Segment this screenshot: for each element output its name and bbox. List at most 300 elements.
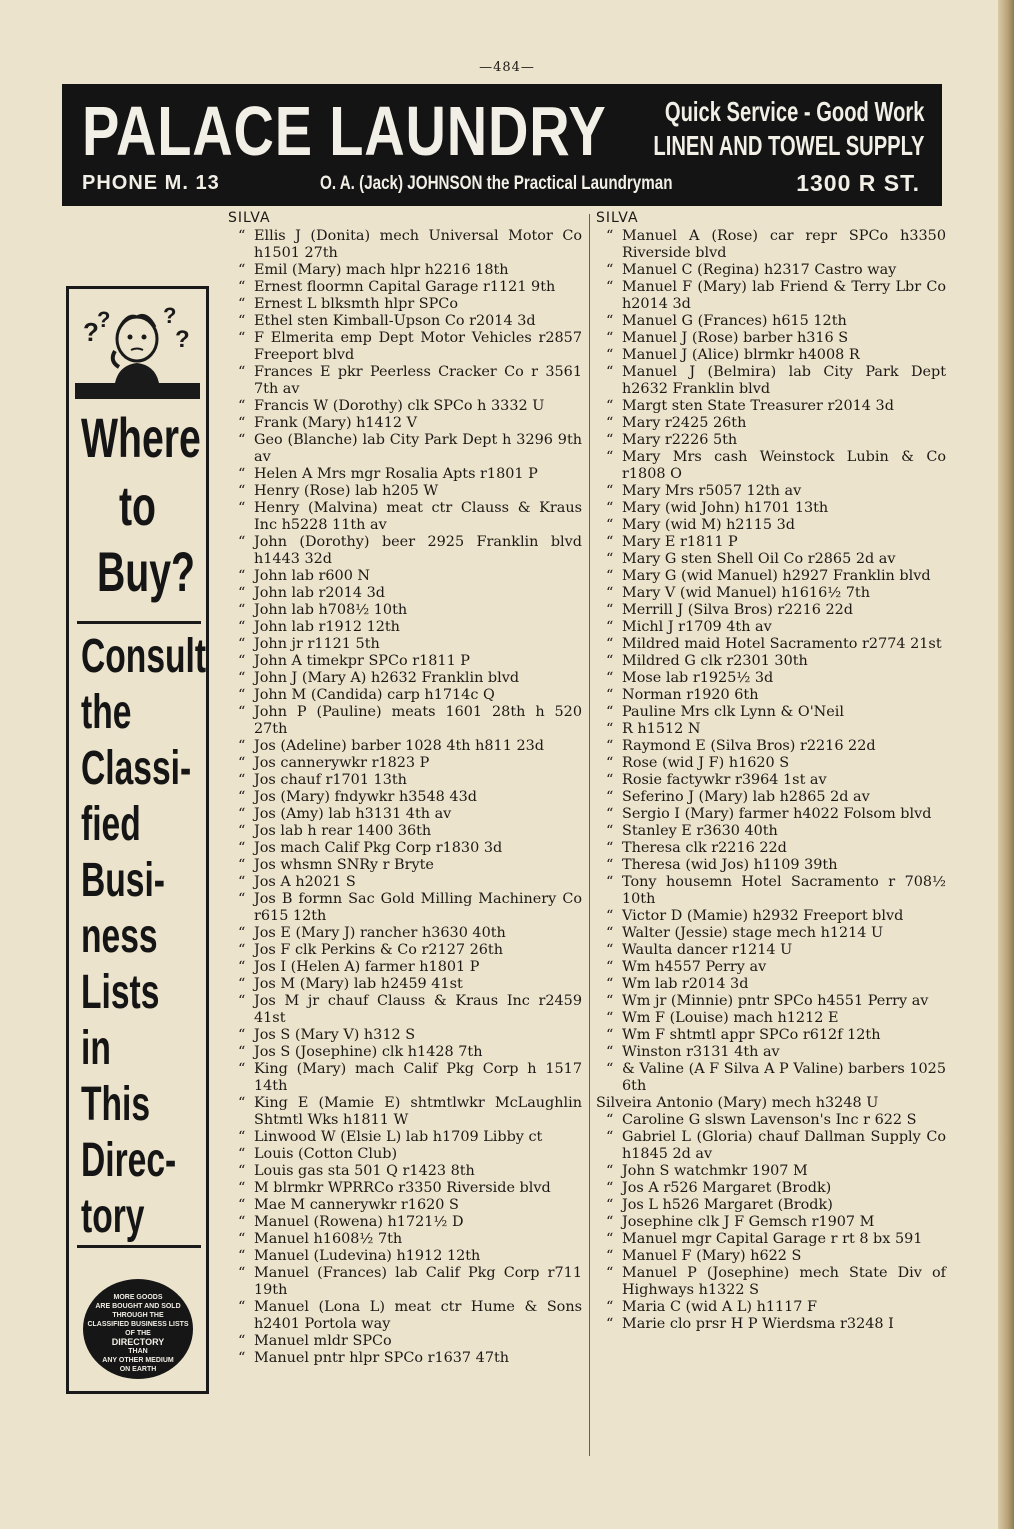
ditto-mark: “ bbox=[238, 1180, 246, 1196]
directory-entry bbox=[596, 1129, 946, 1163]
ad-divider bbox=[77, 621, 201, 624]
directory-entry bbox=[228, 891, 582, 925]
entry-text: Mary G sten Shell Oil Co r2865 2d av bbox=[622, 551, 896, 567]
entry-text: King E (Mamie E) shtmtlwkr McLaughlin Shtmtl Wks h1811 W bbox=[254, 1095, 582, 1128]
directory-entry bbox=[596, 1112, 946, 1129]
entry-text: Jos A h2021 S bbox=[254, 874, 356, 890]
directory-entry bbox=[596, 993, 946, 1010]
entry-text: Wm F (Louise) mach h1212 E bbox=[622, 1010, 839, 1026]
entry-text: Theresa (wid Jos) h1109 39th bbox=[622, 857, 838, 873]
directory-entry bbox=[596, 534, 946, 551]
seal-line: MORE GOODS bbox=[113, 1294, 163, 1301]
directory-entry bbox=[228, 687, 582, 704]
ditto-mark: “ bbox=[606, 1248, 614, 1264]
directory-entry bbox=[596, 874, 946, 908]
ditto-mark: “ bbox=[606, 279, 614, 295]
directory-entry bbox=[596, 1299, 946, 1316]
directory-entry bbox=[228, 1027, 582, 1044]
directory-entry bbox=[596, 398, 946, 415]
directory-entry bbox=[596, 755, 946, 772]
ditto-mark: “ bbox=[238, 1197, 246, 1213]
ditto-mark: “ bbox=[238, 1163, 246, 1179]
directory-entry bbox=[596, 653, 946, 670]
directory-entry bbox=[596, 1316, 946, 1333]
entry-text: Jos E (Mary J) rancher h3630 40th bbox=[254, 925, 506, 941]
directory-entry bbox=[228, 619, 582, 636]
directory-entry bbox=[596, 636, 946, 653]
directory-entry bbox=[596, 262, 946, 279]
entry-text: John lab h708½ 10th bbox=[254, 602, 408, 618]
ditto-mark: “ bbox=[238, 891, 246, 907]
entry-text: Mary V (wid Manuel) h1616½ 7th bbox=[622, 585, 870, 601]
entry-text: Wm lab r2014 3d bbox=[622, 976, 749, 992]
entry-text: Jos chauf r1701 13th bbox=[254, 772, 407, 788]
ad-word: This bbox=[81, 1078, 151, 1131]
directory-entry bbox=[596, 551, 946, 568]
entry-text: Manuel (Ludevina) h1912 12th bbox=[254, 1248, 481, 1264]
directory-entry bbox=[228, 1146, 582, 1163]
entry-text: Jos S (Mary V) h312 S bbox=[254, 1027, 416, 1043]
directory-entry bbox=[596, 1027, 946, 1044]
directory-entry bbox=[596, 585, 946, 602]
directory-entry bbox=[596, 1231, 946, 1248]
entry-text: Mildred maid Hotel Sacramento r2774 21st bbox=[622, 636, 942, 652]
entry-text: Mary r2425 26th bbox=[622, 415, 747, 431]
entry-text: Wm F shtmtl appr SPCo r612f 12th bbox=[622, 1027, 881, 1043]
directory-entry bbox=[596, 942, 946, 959]
page-number: —484— bbox=[479, 60, 535, 75]
entry-text: Victor D (Mamie) h2932 Freeport blvd bbox=[622, 908, 904, 924]
entry-text: Ethel sten Kimball-Upson Co r2014 3d bbox=[254, 313, 536, 329]
ditto-mark: “ bbox=[606, 653, 614, 669]
entry-text: Mildred G clk r2301 30th bbox=[622, 653, 808, 669]
entry-text: Manuel h1608½ 7th bbox=[254, 1231, 403, 1247]
directory-entry bbox=[228, 602, 582, 619]
directory-entry bbox=[228, 1163, 582, 1180]
entry-text: Manuel G (Frances) h615 12th bbox=[622, 313, 847, 329]
directory-entry bbox=[596, 228, 946, 262]
entry-text: Ernest L blksmth hlpr SPCo bbox=[254, 296, 458, 312]
entry-text: Mary Mrs cash Weinstock Lubin & Co r1808 O bbox=[622, 449, 946, 482]
ditto-mark: “ bbox=[606, 228, 614, 244]
entry-text: Mae M cannerywkr r1620 S bbox=[254, 1197, 459, 1213]
entry-text: John M (Candida) carp h1714c Q bbox=[254, 687, 495, 703]
ditto-mark: “ bbox=[606, 500, 614, 516]
entry-text: Waulta dancer r1214 U bbox=[622, 942, 793, 958]
ditto-mark: “ bbox=[238, 619, 246, 635]
ditto-mark: “ bbox=[606, 908, 614, 924]
ditto-mark: “ bbox=[238, 1231, 246, 1247]
directory-entry bbox=[596, 1265, 946, 1299]
entry-text: Manuel (Lona L) meat ctr Hume & Sons h2401 Portola way bbox=[254, 1299, 582, 1332]
directory-entry bbox=[228, 1333, 582, 1350]
ditto-mark: “ bbox=[238, 602, 246, 618]
ditto-mark: “ bbox=[238, 415, 246, 431]
entry-text: Jos L h526 Margaret (Brodk) bbox=[622, 1197, 833, 1213]
directory-entry bbox=[228, 704, 582, 738]
entry-text: Jos F clk Perkins & Co r2127 26th bbox=[254, 942, 503, 958]
ditto-mark: “ bbox=[238, 636, 246, 652]
ditto-mark: “ bbox=[606, 925, 614, 941]
entry-text: John P (Pauline) meats 1601 28th h 520 27th bbox=[254, 704, 582, 737]
entry-text: Caroline G slswn Lavenson's Inc r 622 S bbox=[622, 1112, 917, 1128]
directory-entry bbox=[596, 483, 946, 500]
ditto-mark: “ bbox=[606, 619, 614, 635]
directory-entry bbox=[228, 976, 582, 993]
entry-text: Margt sten State Treasurer r2014 3d bbox=[622, 398, 894, 414]
directory-entry bbox=[596, 738, 946, 755]
directory-entry bbox=[228, 840, 582, 857]
entry-text: Silveira Antonio (Mary) mech h3248 U bbox=[596, 1095, 879, 1111]
entry-text: John lab r1912 12th bbox=[254, 619, 400, 635]
entry-text: Jos lab h rear 1400 36th bbox=[254, 823, 432, 839]
ditto-mark: “ bbox=[606, 364, 614, 380]
ditto-mark: “ bbox=[606, 1180, 614, 1196]
ditto-mark: “ bbox=[606, 993, 614, 1009]
directory-entry bbox=[596, 789, 946, 806]
entry-text: King (Mary) mach Calif Pkg Corp h 1517 14th bbox=[254, 1061, 582, 1094]
ditto-mark: “ bbox=[238, 1146, 246, 1162]
ditto-mark: “ bbox=[606, 483, 614, 499]
ad-word: Consult bbox=[81, 630, 207, 683]
directory-entry bbox=[228, 959, 582, 976]
entry-text: Frank (Mary) h1412 V bbox=[254, 415, 417, 431]
ditto-mark: “ bbox=[606, 1316, 614, 1332]
directory-entry bbox=[228, 534, 582, 568]
entry-text: Mary (wid John) h1701 13th bbox=[622, 500, 829, 516]
ditto-mark: “ bbox=[606, 1027, 614, 1043]
directory-entry bbox=[596, 1197, 946, 1214]
entry-text: Jos (Mary) fndywkr h3548 43d bbox=[254, 789, 477, 805]
directory-seal bbox=[83, 1279, 193, 1379]
entry-text: Ernest floormn Capital Garage r1121 9th bbox=[254, 279, 556, 295]
directory-entry bbox=[228, 857, 582, 874]
directory-entry bbox=[228, 568, 582, 585]
ditto-mark: “ bbox=[238, 568, 246, 584]
ditto-mark: “ bbox=[238, 976, 246, 992]
ad-word: tory bbox=[81, 1190, 145, 1243]
ditto-mark: “ bbox=[606, 1010, 614, 1026]
ditto-mark: “ bbox=[606, 534, 614, 550]
directory-entry bbox=[228, 755, 582, 772]
entry-text: Michl J r1709 4th av bbox=[622, 619, 772, 635]
directory-entry bbox=[228, 636, 582, 653]
ditto-mark: “ bbox=[238, 585, 246, 601]
entry-text: John J (Mary A) h2632 Franklin blvd bbox=[254, 670, 520, 686]
directory-entry bbox=[596, 415, 946, 432]
ditto-mark: “ bbox=[238, 1214, 246, 1230]
directory-entry bbox=[596, 1180, 946, 1197]
banner-phone: PHONE M. 13 bbox=[82, 172, 220, 194]
directory-entry bbox=[596, 959, 946, 976]
ditto-mark: “ bbox=[238, 432, 246, 448]
directory-entry bbox=[596, 1010, 946, 1027]
entry-text: John lab r2014 3d bbox=[254, 585, 385, 601]
entry-text: Manuel mldr SPCo bbox=[254, 1333, 392, 1349]
column-heading: SILVA bbox=[228, 210, 271, 226]
entry-text: John A timekpr SPCo r1811 P bbox=[254, 653, 470, 669]
entry-text: Jos B formn Sac Gold Milling Machinery Co r615 12th bbox=[254, 891, 582, 924]
entry-text: Henry (Malvina) meat ctr Clauss & Kraus Inc h5228 11th av bbox=[254, 500, 582, 533]
entry-text: Manuel F (Mary) h622 S bbox=[622, 1248, 802, 1264]
directory-entry bbox=[228, 296, 582, 313]
svg-text:?: ? bbox=[83, 317, 99, 347]
ad-word: Buy? bbox=[97, 540, 195, 603]
directory-entry bbox=[228, 483, 582, 500]
entry-text: Sergio I (Mary) farmer h4022 Folsom blvd bbox=[622, 806, 932, 822]
entry-text: Jos mach Calif Pkg Corp r1830 3d bbox=[254, 840, 503, 856]
entry-text: Walter (Jessie) stage mech h1214 U bbox=[622, 925, 884, 941]
entry-text: Raymond E (Silva Bros) r2216 22d bbox=[622, 738, 876, 754]
ditto-mark: “ bbox=[238, 1333, 246, 1349]
ditto-mark: “ bbox=[238, 942, 246, 958]
directory-entry bbox=[228, 789, 582, 806]
ditto-mark: “ bbox=[606, 517, 614, 533]
entry-text: Henry (Rose) lab h205 W bbox=[254, 483, 439, 499]
entry-text: Frances E pkr Peerless Cracker Co r 3561 7th av bbox=[254, 364, 582, 397]
ditto-mark: “ bbox=[606, 823, 614, 839]
ditto-mark: “ bbox=[238, 1044, 246, 1060]
ditto-mark: “ bbox=[606, 1214, 614, 1230]
entry-text: Jos (Amy) lab h3131 4th av bbox=[254, 806, 452, 822]
ditto-mark: “ bbox=[238, 1299, 246, 1315]
directory-entry bbox=[228, 1231, 582, 1248]
directory-entry bbox=[596, 925, 946, 942]
where-to-buy-ad bbox=[66, 286, 209, 1394]
seal-line: DIRECTORY bbox=[111, 1337, 165, 1347]
entry-text: Manuel F (Mary) lab Friend & Terry Lbr Co h2014 3d bbox=[622, 279, 946, 312]
ditto-mark: “ bbox=[606, 789, 614, 805]
ditto-mark: “ bbox=[238, 1061, 246, 1077]
entry-text: Manuel (Frances) lab Calif Pkg Corp r711 19th bbox=[254, 1265, 582, 1298]
ad-word: Where bbox=[81, 406, 201, 469]
directory-entry bbox=[596, 721, 946, 738]
directory-entry bbox=[596, 1214, 946, 1231]
ditto-mark: “ bbox=[606, 1299, 614, 1315]
laundry-banner-ad bbox=[62, 84, 942, 206]
ditto-mark: “ bbox=[238, 228, 246, 244]
ditto-mark: “ bbox=[238, 925, 246, 941]
ditto-mark: “ bbox=[238, 1129, 246, 1145]
directory-entry bbox=[596, 313, 946, 330]
directory-entry bbox=[228, 1350, 582, 1367]
directory-entry bbox=[228, 585, 582, 602]
entry-text: Marie clo prsr H P Wierdsma r3248 I bbox=[622, 1316, 894, 1332]
entry-text: Manuel mgr Capital Garage r rt 8 bx 591 bbox=[622, 1231, 923, 1247]
ditto-mark: “ bbox=[238, 1095, 246, 1111]
ditto-mark: “ bbox=[606, 670, 614, 686]
ditto-mark: “ bbox=[606, 1231, 614, 1247]
ditto-mark: “ bbox=[238, 398, 246, 414]
directory-entry bbox=[596, 1061, 946, 1095]
entry-text: Jos I (Helen A) farmer h1801 P bbox=[254, 959, 480, 975]
seal-line: THAN bbox=[128, 1348, 148, 1355]
directory-entry bbox=[228, 1214, 582, 1231]
ditto-mark: “ bbox=[238, 364, 246, 380]
directory-entry bbox=[228, 738, 582, 755]
ditto-mark: “ bbox=[606, 806, 614, 822]
directory-entry bbox=[228, 279, 582, 296]
ditto-mark: “ bbox=[238, 1248, 246, 1264]
ditto-mark: “ bbox=[606, 330, 614, 346]
ditto-mark: “ bbox=[606, 687, 614, 703]
directory-entry bbox=[228, 1197, 582, 1214]
entry-text: Maria C (wid A L) h1117 F bbox=[622, 1299, 818, 1315]
left-listing-column bbox=[228, 210, 582, 1367]
directory-entry bbox=[228, 653, 582, 670]
entry-text: Winston r3131 4th av bbox=[622, 1044, 780, 1060]
directory-entry bbox=[596, 517, 946, 534]
ditto-mark: “ bbox=[238, 704, 246, 720]
directory-entry bbox=[596, 364, 946, 398]
directory-entry bbox=[596, 568, 946, 585]
directory-entry bbox=[228, 823, 582, 840]
ditto-mark: “ bbox=[606, 772, 614, 788]
directory-entry bbox=[228, 1299, 582, 1333]
svg-text:?: ? bbox=[97, 307, 111, 332]
ditto-mark: “ bbox=[238, 466, 246, 482]
entry-text: Tony housemn Hotel Sacramento r 708½ 10th bbox=[622, 874, 946, 907]
entry-text: Francis W (Dorothy) clk SPCo h 3332 U bbox=[254, 398, 545, 414]
ditto-mark: “ bbox=[606, 874, 614, 890]
entry-text: Manuel A (Rose) car repr SPCo h3350 Riverside blvd bbox=[622, 228, 946, 261]
banner-tagline-service: Quick Service - Good Work bbox=[664, 96, 924, 127]
directory-entry bbox=[596, 347, 946, 364]
ditto-mark: “ bbox=[606, 959, 614, 975]
entry-text: Jos S (Josephine) clk h1428 7th bbox=[254, 1044, 483, 1060]
ditto-mark: “ bbox=[238, 483, 246, 499]
svg-text:?: ? bbox=[163, 303, 177, 328]
directory-entry bbox=[228, 1129, 582, 1146]
directory-entry bbox=[228, 925, 582, 942]
directory-entry bbox=[228, 330, 582, 364]
svg-text:?: ? bbox=[175, 326, 190, 353]
banner-tagline-linen: LINEN AND TOWEL SUPPLY bbox=[652, 130, 924, 161]
ditto-mark: “ bbox=[606, 1129, 614, 1145]
entry-text: Mary E r1811 P bbox=[622, 534, 738, 550]
entry-text: Jos A r526 Margaret (Brodk) bbox=[622, 1180, 832, 1196]
directory-entry bbox=[228, 1061, 582, 1095]
ad-word: Direc- bbox=[81, 1134, 177, 1187]
ditto-mark: “ bbox=[238, 330, 246, 346]
entry-text: Wm h4557 Perry av bbox=[622, 959, 767, 975]
directory-entry bbox=[228, 262, 582, 279]
entry-text: Manuel J (Rose) barber h316 S bbox=[622, 330, 849, 346]
ad-word: Lists bbox=[81, 966, 160, 1019]
entry-text: Jos M (Mary) lab h2459 41st bbox=[254, 976, 463, 992]
seal-line: ON EARTH bbox=[119, 1366, 157, 1373]
entry-text: Manuel (Rowena) h1721½ D bbox=[254, 1214, 464, 1230]
seal-line: THROUGH THE bbox=[112, 1312, 164, 1319]
directory-entry bbox=[596, 330, 946, 347]
entry-text: R h1512 N bbox=[622, 721, 701, 737]
ditto-mark: “ bbox=[238, 262, 246, 278]
seal-line: CLASSIFIED BUSINESS LISTS bbox=[87, 1321, 189, 1328]
entry-text: Stanley E r3630 40th bbox=[622, 823, 778, 839]
ditto-mark: “ bbox=[606, 1061, 614, 1077]
entry-text: Mary (wid M) h2115 3d bbox=[622, 517, 795, 533]
seal-line: ANY OTHER MEDIUM bbox=[102, 1357, 174, 1364]
entry-text: & Valine (A F Silva A P Valine) barbers 1025 6th bbox=[622, 1061, 946, 1094]
ditto-mark: “ bbox=[238, 840, 246, 856]
directory-entry bbox=[228, 415, 582, 432]
directory-entry bbox=[596, 670, 946, 687]
seal-line: ARE BOUGHT AND SOLD bbox=[95, 1303, 181, 1310]
entry-text: Emil (Mary) mach hlpr h2216 18th bbox=[254, 262, 509, 278]
entry-text: Linwood W (Elsie L) lab h1709 Libby ct bbox=[254, 1129, 543, 1145]
ditto-mark: “ bbox=[606, 585, 614, 601]
ditto-mark: “ bbox=[606, 976, 614, 992]
directory-entry bbox=[228, 772, 582, 789]
ditto-mark: “ bbox=[606, 1163, 614, 1179]
ditto-mark: “ bbox=[238, 993, 246, 1009]
banner-address: 1300 R ST. bbox=[796, 170, 920, 196]
entry-text: F Elmerita emp Dept Motor Vehicles r2857 Freeport blvd bbox=[254, 330, 582, 363]
directory-entry bbox=[228, 364, 582, 398]
entry-text: Rosie factywkr r3964 1st av bbox=[622, 772, 827, 788]
entry-text: Wm jr (Minnie) pntr SPCo h4551 Perry av bbox=[622, 993, 929, 1009]
ditto-mark: “ bbox=[606, 840, 614, 856]
ad-divider bbox=[77, 1245, 201, 1248]
ditto-mark: “ bbox=[606, 262, 614, 278]
ad-word: Classi- bbox=[81, 742, 192, 795]
ad-word: the bbox=[81, 686, 132, 739]
ditto-mark: “ bbox=[238, 279, 246, 295]
entry-text: John (Dorothy) beer 2925 Franklin blvd h1443 32d bbox=[254, 534, 582, 567]
column-heading: SILVA bbox=[596, 210, 639, 226]
seal-line: OF THE bbox=[125, 1330, 151, 1337]
directory-entry bbox=[228, 670, 582, 687]
entry-text: Manuel C (Regina) h2317 Castro way bbox=[622, 262, 897, 278]
ditto-mark: “ bbox=[238, 772, 246, 788]
ditto-mark: “ bbox=[238, 653, 246, 669]
directory-entry bbox=[228, 313, 582, 330]
ditto-mark: “ bbox=[238, 1027, 246, 1043]
directory-entry bbox=[228, 466, 582, 483]
ditto-mark: “ bbox=[606, 432, 614, 448]
directory-entry bbox=[596, 279, 946, 313]
directory-entry bbox=[228, 874, 582, 891]
ditto-mark: “ bbox=[606, 738, 614, 754]
ad-word: in bbox=[81, 1022, 111, 1075]
ditto-mark: “ bbox=[238, 670, 246, 686]
ditto-mark: “ bbox=[606, 857, 614, 873]
directory-entry bbox=[228, 1265, 582, 1299]
directory-entry bbox=[596, 1044, 946, 1061]
ditto-mark: “ bbox=[238, 1265, 246, 1281]
directory-entry bbox=[596, 1248, 946, 1265]
ditto-mark: “ bbox=[606, 1112, 614, 1128]
directory-entry bbox=[596, 1163, 946, 1180]
entry-text: Rose (wid J F) h1620 S bbox=[622, 755, 790, 771]
directory-entry bbox=[596, 687, 946, 704]
entry-text: Jos cannerywkr r1823 P bbox=[254, 755, 430, 771]
ad-word: Busi- bbox=[81, 854, 165, 907]
ditto-mark: “ bbox=[238, 1350, 246, 1366]
directory-entry bbox=[228, 1180, 582, 1197]
directory-entry bbox=[596, 772, 946, 789]
entry-text: John lab r600 N bbox=[254, 568, 371, 584]
directory-entry bbox=[596, 449, 946, 483]
ditto-mark: “ bbox=[606, 551, 614, 567]
entry-text: Merrill J (Silva Bros) r2216 22d bbox=[622, 602, 853, 618]
directory-entry bbox=[596, 619, 946, 636]
ditto-mark: “ bbox=[238, 313, 246, 329]
entry-text: Jos (Adeline) barber 1028 4th h811 23d bbox=[254, 738, 544, 754]
ditto-mark: “ bbox=[606, 449, 614, 465]
directory-entry bbox=[228, 942, 582, 959]
entry-text: Manuel P (Josephine) mech State Div of Highways h1322 S bbox=[622, 1265, 946, 1298]
